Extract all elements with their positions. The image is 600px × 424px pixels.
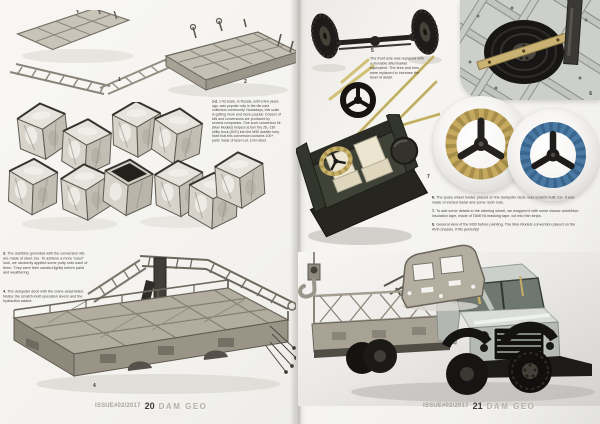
footer-left-brand: DAM GEO [158,401,208,411]
step6-number: 6. [432,195,436,200]
frame-top [16,10,131,52]
step4-text: The dumpster deck with the crane assembled. Notice the scratch-built operation levers and the hydraulics added. [3,289,84,304]
step7-text: To add some details to the steering wheel, we wrapped it with some classic violet/blue insulation tape, made of TAMIYA masking tape, cut into thin strips. [432,208,579,218]
step6-paragraph [432,195,582,205]
step3-number: 3. [3,251,7,256]
photo-cab-interior [296,114,430,252]
step7-paragraph [432,209,582,219]
step7-number: 7. [432,208,436,214]
intro-number: 1-2. [212,100,219,104]
step8-text: General view of the M30 before painting. The Max Models conversion placed on the AVD chassis. It fits perfectly! [432,222,576,232]
step8-paragraph [432,222,582,232]
photo-spare-wheel [460,0,600,100]
caption5-text: The front axle was replaced with a movable aftermarket equivalent. The tires and rims were replaced to increase the level of detail. [370,56,424,80]
photo-chassis-frames [8,10,296,102]
step4-paragraph [3,289,89,307]
step3-paragraph [3,251,89,279]
footer-right-brand: DAM GEO [486,401,536,411]
step8-number: 8. [432,222,436,227]
frame-ladder-a [10,64,110,94]
photo2-number: 2 [244,79,247,85]
footer-right-issue: ISSUE#02/2017 [423,403,469,409]
photo6-number: 6 [589,91,592,97]
photo1-number: 1 [118,77,121,83]
intro-text: 1:43 scale, in Russia, until a few years ago, was popular only in the die-cast collectors community. Nowadays, this scale is getting more and more popular. Dozens of kits and conversions are produced by several companies. One such conversion kit (Max Models) helped us turn the ZIL-130 utility truck (AVD) into the M30 dustbin lorry. Note that this conversion contains 100+ parts made of laser-cut, 1mm steel. [212,100,281,143]
footer-left-page-number: 20 [144,401,155,411]
frame-assembled [166,19,296,91]
footer-right-page-number: 21 [472,401,483,411]
intro-paragraph [212,100,281,147]
photo-wheel-tape-blue [507,109,599,201]
step6-text: The spare wheel holder, placed on the dumpster deck, was scratch-built, too. It was made of etched metal and some resin nuts. [432,195,575,205]
step4-number: 4. [3,289,7,294]
blue-steering-wheel-icon [507,109,599,201]
spare-wheel-graphic [460,0,600,100]
footer-right [423,401,535,411]
footer-left-issue: ISSUE#02/2017 [95,403,141,409]
photo-etched-cab-frame [390,242,490,314]
step3-text: The dustbins (provided with the conversion kit) are made of steel, too. To achieve a more "used" look, we randomly applied some putty onto each of them. They were then sanded lightly before paint and weathering. [3,251,88,275]
photo7-number: 7 [427,174,430,180]
caption5-paragraph [370,56,426,84]
photo4-number: 4 [93,383,96,389]
footer-left [95,401,207,411]
photo5-number: 5 [371,48,374,54]
axle-wheel-right [408,7,443,57]
right-steps-text [432,195,582,236]
